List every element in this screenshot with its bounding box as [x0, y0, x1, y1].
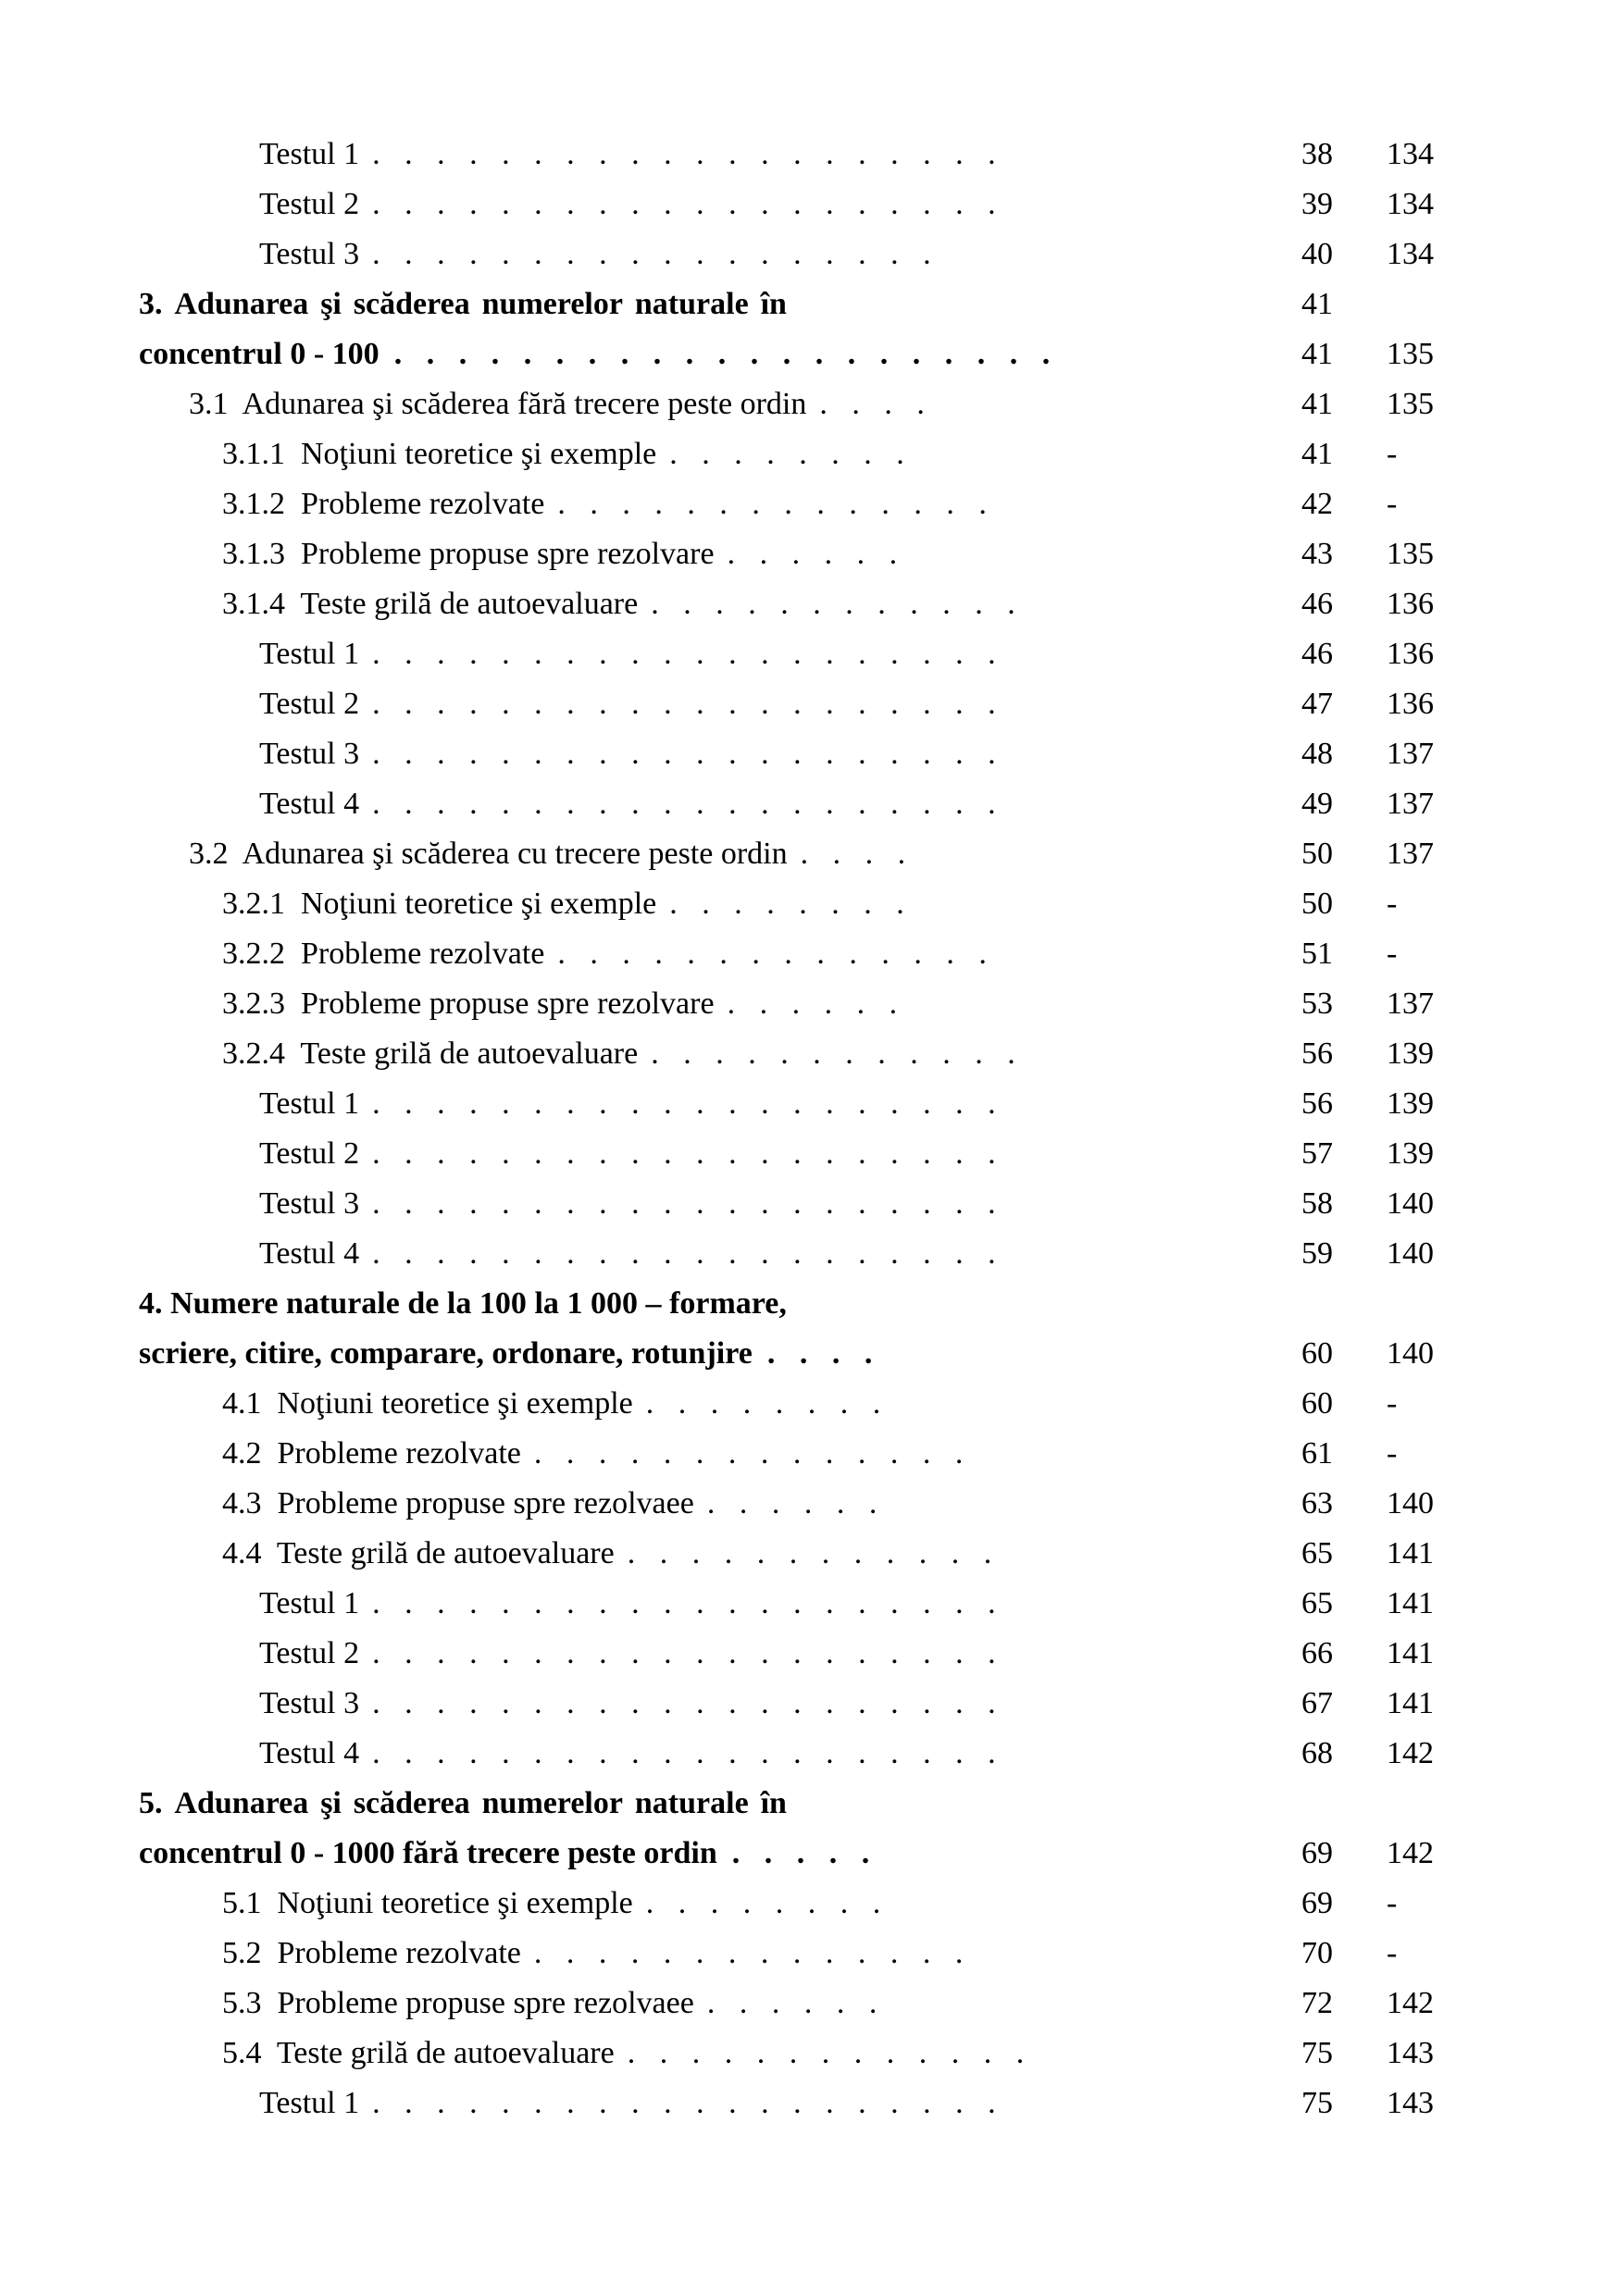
toc-row	[139, 1229, 1479, 1279]
toc-heading[interactable]	[139, 1279, 1277, 1329]
toc-page-number-secondary: 141	[1387, 1536, 1434, 1570]
toc-page-number-secondary: 134	[1387, 187, 1434, 221]
toc-page-number-primary: 46	[1301, 587, 1333, 621]
toc-page-number-secondary: 140	[1387, 1186, 1434, 1221]
toc-row	[139, 1429, 1479, 1479]
toc-heading-word: la	[534, 1286, 559, 1321]
toc-entry-label: 3.2 Adunarea şi scăderea cu trecere peste ordin	[189, 837, 788, 871]
toc-entry[interactable]	[139, 1579, 1277, 1629]
toc-leader-dots: . . . . . . . . . . . . . . . . . . . .	[372, 187, 1004, 221]
toc-entry-label: 4.4 Teste grilă de autoevaluare	[222, 1536, 615, 1570]
toc-heading-word: 100	[479, 1286, 527, 1321]
toc-entry[interactable]	[139, 180, 1277, 230]
toc-heading-word: numerelor	[481, 287, 623, 321]
toc-page-number-primary: 63	[1301, 1486, 1333, 1520]
toc-row	[139, 679, 1479, 729]
toc-page-number-primary: 38	[1301, 137, 1333, 171]
toc-page-number-secondary: 140	[1387, 1336, 1434, 1371]
toc-page-number-primary: 65	[1301, 1536, 1333, 1570]
toc-row	[139, 1879, 1479, 1929]
toc-leader-dots: . . . . . . . .	[669, 437, 913, 471]
toc-leader-dots: . . . .	[766, 1336, 881, 1371]
toc-page-number-primary: 67	[1301, 1686, 1333, 1720]
toc-entry-label: Testul 4	[259, 1736, 360, 1770]
toc-heading-row-cont	[139, 1329, 1479, 1379]
toc-leader-dots: . . . . . . . . . . . . . . . . . . . .	[372, 1086, 1004, 1121]
table-of-contents	[139, 130, 1479, 2128]
toc-page-number-secondary: 137	[1387, 837, 1434, 871]
toc-heading-word: numerelor	[481, 1786, 623, 1820]
toc-leader-dots: . . . . . . . . . . . . . . . . . . . .	[372, 1686, 1004, 1720]
toc-entry[interactable]	[139, 1479, 1277, 1529]
toc-entry-label: Testul 1	[259, 2086, 360, 2120]
toc-entry-label: Testul 2	[259, 187, 360, 221]
toc-page-number-primary: 57	[1301, 1136, 1333, 1171]
toc-row	[139, 829, 1479, 879]
toc-entry[interactable]	[139, 130, 1277, 180]
toc-heading-number: 5.	[139, 1786, 163, 1820]
toc-row	[139, 1979, 1479, 2029]
toc-heading-word: Adunarea	[174, 1786, 309, 1820]
toc-entry[interactable]	[139, 729, 1277, 779]
toc-page-number-secondary: 136	[1387, 637, 1434, 671]
toc-page-number-secondary: 139	[1387, 1036, 1434, 1071]
toc-row	[139, 1679, 1479, 1729]
toc-row	[139, 1079, 1479, 1129]
toc-leader-dots: . . . . . . . . . . . . . . . . . . . .	[372, 787, 1004, 821]
toc-page-number-primary	[1277, 1279, 1387, 1329]
toc-leader-dots: . . . . . . . . . . . . . .	[533, 1936, 972, 1970]
toc-page-number-secondary: -	[1387, 1436, 1398, 1471]
toc-page-number-primary: 50	[1301, 887, 1333, 921]
toc-row	[139, 779, 1479, 829]
toc-heading-row	[139, 1779, 1479, 1829]
toc-heading-word: naturale	[286, 1286, 400, 1321]
toc-page-number-secondary: 142	[1387, 1986, 1434, 2020]
toc-page-number-secondary: 137	[1387, 987, 1434, 1021]
toc-entry-label: Testul 1	[259, 637, 360, 671]
toc-leader-dots: . . . . . . . . . . . . . . . . . . . .	[372, 137, 1004, 171]
toc-page-number-secondary: -	[1387, 1386, 1398, 1421]
toc-row	[139, 1179, 1479, 1229]
toc-page-number-secondary: 143	[1387, 2036, 1434, 2070]
toc-entry[interactable]	[139, 1179, 1277, 1229]
toc-row	[139, 729, 1479, 779]
toc-entry-label: 3.1.4 Teste grilă de autoevaluare	[222, 587, 639, 621]
toc-leader-dots: . . . . . . . . . . . .	[651, 1036, 1024, 1071]
toc-entry-label: Testul 2	[259, 1136, 360, 1171]
toc-row	[139, 1029, 1479, 1079]
toc-page-number-primary: 42	[1301, 487, 1333, 521]
toc-page-number-secondary: -	[1387, 887, 1398, 921]
toc-heading-number: 3.	[139, 287, 163, 321]
toc-page-number-primary: 68	[1301, 1736, 1333, 1770]
toc-page-number-secondary: 142	[1387, 1836, 1434, 1870]
toc-page-number-primary: 47	[1301, 687, 1333, 721]
toc-entry-label: 3.2.1 Noţiuni teoretice şi exemple	[222, 887, 657, 921]
toc-entry-label: Testul 2	[259, 1636, 360, 1670]
toc-entry[interactable]	[139, 1229, 1277, 1279]
toc-page-number-primary: 60	[1301, 1386, 1333, 1421]
toc-page-number-primary: 39	[1301, 187, 1333, 221]
toc-heading-continuation[interactable]	[139, 1329, 1277, 1379]
toc-entry-label: 5.2 Probleme rezolvate	[222, 1936, 521, 1970]
toc-entry[interactable]	[139, 529, 1277, 579]
toc-entry[interactable]	[139, 679, 1277, 729]
toc-leader-dots: . . . . . .	[727, 987, 906, 1021]
toc-leader-dots: . . . .	[800, 837, 915, 871]
toc-leader-dots: . . . . . . . . . . . . . . . . . . . .	[372, 687, 1004, 721]
toc-entry-label: Testul 4	[259, 787, 360, 821]
toc-heading-row	[139, 279, 1479, 329]
toc-entry-label: 3.1.1 Noţiuni teoretice şi exemple	[222, 437, 657, 471]
toc-leader-dots: . . . . . . . .	[645, 1886, 890, 1920]
toc-leader-dots: . . . . . .	[706, 1986, 886, 2020]
toc-entry[interactable]	[139, 1379, 1277, 1429]
toc-leader-dots: . . . . . . . . . . . . . .	[557, 937, 995, 971]
toc-leader-dots: . . . . . . . . . . . . . . . . . .	[372, 237, 940, 271]
toc-page-number-primary: 58	[1301, 1186, 1333, 1221]
toc-page-number-secondary: -	[1387, 437, 1398, 471]
toc-entry[interactable]	[139, 779, 1277, 829]
toc-entry[interactable]	[139, 1029, 1277, 1079]
toc-page-number-secondary: -	[1387, 937, 1398, 971]
toc-row	[139, 2079, 1479, 2128]
toc-page-number-primary: 48	[1301, 737, 1333, 771]
toc-row	[139, 629, 1479, 679]
toc-row	[139, 230, 1479, 279]
toc-heading-label: concentrul 0 - 100	[139, 337, 380, 371]
toc-row	[139, 1629, 1479, 1679]
toc-entry-label: 3.2.2 Probleme rezolvate	[222, 937, 545, 971]
toc-entry-label: Testul 1	[259, 1086, 360, 1121]
toc-entry-label: 3.1.2 Probleme rezolvate	[222, 487, 545, 521]
toc-entry[interactable]	[139, 629, 1277, 679]
toc-page-number-secondary: 136	[1387, 587, 1434, 621]
toc-heading-word: –	[645, 1286, 662, 1321]
toc-page-number-primary: 49	[1301, 787, 1333, 821]
toc-leader-dots: . . . . . .	[706, 1486, 886, 1520]
toc-page-number-secondary: 139	[1387, 1136, 1434, 1171]
toc-entry-label: Testul 3	[259, 237, 360, 271]
toc-row	[139, 929, 1479, 979]
toc-entry-label: 4.2 Probleme rezolvate	[222, 1436, 521, 1471]
toc-entry[interactable]	[139, 929, 1277, 979]
toc-entry[interactable]	[139, 1929, 1277, 1979]
toc-page-number-secondary: 134	[1387, 137, 1434, 171]
toc-row	[139, 1579, 1479, 1629]
toc-entry-label: Testul 3	[259, 1686, 360, 1720]
toc-page-number-secondary: -	[1387, 1936, 1398, 1970]
toc-heading-word: naturale	[634, 287, 749, 321]
toc-page-number-primary: 65	[1301, 1586, 1333, 1620]
toc-entry[interactable]	[139, 579, 1277, 629]
toc-heading-word: în	[760, 287, 787, 321]
toc-leader-dots: . . . . . . . .	[645, 1386, 890, 1421]
toc-heading-number: 4.	[139, 1286, 163, 1321]
toc-page-number-primary	[1277, 1779, 1387, 1829]
toc-entry-label: Testul 3	[259, 737, 360, 771]
toc-entry[interactable]	[139, 1979, 1277, 2029]
toc-entry-label: Testul 1	[259, 1586, 360, 1620]
toc-row	[139, 479, 1479, 529]
toc-page-number-secondary	[1387, 279, 1479, 329]
toc-row	[139, 529, 1479, 579]
toc-page-number-primary: 41	[1301, 387, 1333, 421]
toc-heading[interactable]	[139, 279, 1277, 329]
toc-entry[interactable]	[139, 1529, 1277, 1579]
toc-leader-dots: . . . . . . . . . . . . . . . . . . . .	[372, 737, 1004, 771]
toc-page-number-primary: 69	[1301, 1836, 1333, 1870]
toc-heading-word: la	[446, 1286, 472, 1321]
toc-row	[139, 1929, 1479, 1979]
toc-entry[interactable]	[139, 429, 1277, 479]
toc-heading-word: şi	[320, 1786, 342, 1820]
toc-heading-continuation[interactable]	[139, 1829, 1277, 1879]
toc-leader-dots: . . . . . . . . . . . . . . . . . . . .	[372, 1586, 1004, 1620]
toc-entry[interactable]	[139, 829, 1277, 879]
toc-page-number-primary: 56	[1301, 1036, 1333, 1071]
toc-entry-label: Testul 4	[259, 1236, 360, 1271]
toc-leader-dots: . . . . . . . . . . . .	[627, 1536, 1001, 1570]
toc-entry-label: Testul 3	[259, 1186, 360, 1221]
toc-entry-label: 3.1.3 Probleme propuse spre rezolvare	[222, 537, 715, 571]
toc-entry[interactable]	[139, 1729, 1277, 1779]
toc-row	[139, 879, 1479, 929]
toc-page-number-primary: 75	[1301, 2036, 1333, 2070]
toc-entry[interactable]	[139, 1079, 1277, 1129]
toc-page-number-secondary: 139	[1387, 1086, 1434, 1121]
toc-page-number-primary: 66	[1301, 1636, 1333, 1670]
toc-heading-word: scăderea	[353, 1786, 470, 1820]
toc-page-number-secondary: 137	[1387, 737, 1434, 771]
toc-leader-dots: . . . . . . . . . . . . . . . . . . . .	[372, 1636, 1004, 1670]
toc-entry-label: 5.3 Probleme propuse spre rezolvaee	[222, 1986, 694, 2020]
toc-heading-label: scriere, citire, comparare, ordonare, rotunjire	[139, 1336, 753, 1371]
toc-page-number-secondary: 135	[1387, 337, 1434, 371]
toc-entry-label: 3.2.4 Teste grilă de autoevaluare	[222, 1036, 639, 1071]
toc-entry-label: 3.2.3 Probleme propuse spre rezolvare	[222, 987, 715, 1021]
toc-entry[interactable]	[139, 230, 1277, 279]
toc-leader-dots: . . . . . . . . . . . . . .	[557, 487, 995, 521]
toc-page-number-primary: 61	[1301, 1436, 1333, 1471]
toc-page-number-secondary: -	[1387, 487, 1398, 521]
toc-entry-label: 5.1 Noţiuni teoretice şi exemple	[222, 1886, 633, 1920]
toc-page-number-primary: 41	[1301, 337, 1333, 371]
toc-heading-continuation[interactable]	[139, 329, 1277, 379]
toc-leader-dots: . . . . . . . . . . . . . . . . . . . .	[372, 1736, 1004, 1770]
toc-entry[interactable]	[139, 1629, 1277, 1679]
toc-leader-dots: . . . . . . . . . . . .	[651, 587, 1024, 621]
toc-page-number-secondary: 141	[1387, 1586, 1434, 1620]
toc-heading-word: în	[760, 1786, 787, 1820]
toc-heading-word: naturale	[634, 1786, 749, 1820]
toc-page-number-primary: 46	[1301, 637, 1333, 671]
toc-heading-word: formare,	[669, 1286, 787, 1321]
toc-entry-label: 4.3 Probleme propuse spre rezolvaee	[222, 1486, 694, 1520]
toc-row	[139, 1379, 1479, 1429]
toc-leader-dots: . . . . . . . . . . . . . . . . . . . .	[372, 2086, 1004, 2120]
toc-heading-word: şi	[320, 287, 342, 321]
toc-page-number-secondary: 142	[1387, 1736, 1434, 1770]
toc-page-number-secondary: 140	[1387, 1486, 1434, 1520]
toc-page-number-secondary: 141	[1387, 1686, 1434, 1720]
toc-page-number-secondary: 136	[1387, 687, 1434, 721]
toc-entry-label: 4.1 Noţiuni teoretice şi exemple	[222, 1386, 633, 1421]
toc-leader-dots: . . . . . . . . . . . . . .	[533, 1436, 972, 1471]
toc-leader-dots: . . . .	[819, 387, 933, 421]
toc-page-number-secondary	[1387, 1779, 1479, 1829]
toc-heading-row	[139, 1279, 1479, 1329]
toc-entry[interactable]	[139, 979, 1277, 1029]
toc-page-number-primary: 40	[1301, 237, 1333, 271]
toc-leader-dots: . . . . . . . . . . . . . . . . . . . .	[372, 637, 1004, 671]
toc-page-number-primary: 69	[1301, 1886, 1333, 1920]
toc-page-number-secondary: 137	[1387, 787, 1434, 821]
toc-row	[139, 979, 1479, 1029]
toc-page-number-secondary: 143	[1387, 2086, 1434, 2120]
toc-leader-dots: . . . . . . . . . . . . . . . . . . . .	[372, 1236, 1004, 1271]
toc-entry[interactable]	[139, 479, 1277, 529]
toc-heading-row-cont	[139, 329, 1479, 379]
toc-page-number-primary: 43	[1301, 537, 1333, 571]
toc-page-number-secondary: 140	[1387, 1236, 1434, 1271]
toc-page-number-primary: 60	[1301, 1336, 1333, 1371]
toc-heading-row-cont	[139, 1829, 1479, 1879]
toc-leader-dots: . . . . . . . . . . . . . . . . . . . . .	[393, 337, 1059, 371]
toc-row	[139, 130, 1479, 180]
toc-entry-label: Testul 2	[259, 687, 360, 721]
toc-row	[139, 1479, 1479, 1529]
toc-page-number-secondary: 134	[1387, 237, 1434, 271]
toc-row	[139, 1529, 1479, 1579]
toc-row	[139, 1129, 1479, 1179]
toc-entry[interactable]	[139, 2079, 1277, 2128]
toc-leader-dots: . . . . . . . . . . . . . . . . . . . .	[372, 1136, 1004, 1171]
toc-page-number-primary: 75	[1301, 2086, 1333, 2120]
toc-leader-dots: . . . . . .	[727, 537, 906, 571]
toc-page-number-primary: 50	[1301, 837, 1333, 871]
toc-entry[interactable]	[139, 379, 1277, 429]
toc-page-number-primary: 51	[1301, 937, 1333, 971]
toc-page-number-secondary	[1387, 1279, 1479, 1329]
toc-heading-word: Numere	[170, 1286, 279, 1321]
toc-entry[interactable]	[139, 1879, 1277, 1929]
toc-page-number-primary: 56	[1301, 1086, 1333, 1121]
toc-leader-dots: . . . . . . . . . . . . . . . . . . . .	[372, 1186, 1004, 1221]
toc-heading[interactable]	[139, 1779, 1277, 1829]
toc-heading-word: scăderea	[353, 287, 470, 321]
toc-page-number-primary: 53	[1301, 987, 1333, 1021]
toc-leader-dots: . . . . . . . .	[669, 887, 913, 921]
toc-entry-label: 3.1 Adunarea şi scăderea fără trecere peste ordin	[189, 387, 807, 421]
toc-page-number-primary: 41	[1301, 287, 1333, 321]
toc-row	[139, 1729, 1479, 1779]
toc-heading-word: de	[407, 1286, 440, 1321]
toc-row	[139, 379, 1479, 429]
toc-entry[interactable]	[139, 1429, 1277, 1479]
toc-page-number-primary: 70	[1301, 1936, 1333, 1970]
toc-entry[interactable]	[139, 2029, 1277, 2079]
toc-row	[139, 579, 1479, 629]
toc-page-number-primary: 72	[1301, 1986, 1333, 2020]
toc-entry[interactable]	[139, 1679, 1277, 1729]
toc-row	[139, 180, 1479, 230]
toc-entry-label: 5.4 Teste grilă de autoevaluare	[222, 2036, 615, 2070]
toc-heading-word: Adunarea	[174, 287, 309, 321]
toc-page-number-secondary: 141	[1387, 1636, 1434, 1670]
toc-page-number-secondary: -	[1387, 1886, 1398, 1920]
toc-row	[139, 2029, 1479, 2079]
toc-leader-dots: . . . . . . . . . . . . .	[627, 2036, 1033, 2070]
toc-row	[139, 429, 1479, 479]
toc-page-number-secondary: 135	[1387, 537, 1434, 571]
toc-heading-label: concentrul 0 - 1000 fără trecere peste ordin	[139, 1836, 717, 1870]
toc-page-number-secondary: 135	[1387, 387, 1434, 421]
toc-entry[interactable]	[139, 1129, 1277, 1179]
toc-leader-dots: . . . . .	[731, 1836, 878, 1870]
toc-heading-word: 1 000	[566, 1286, 638, 1321]
toc-entry-label: Testul 1	[259, 137, 360, 171]
toc-entry[interactable]	[139, 879, 1277, 929]
toc-page-number-primary: 41	[1301, 437, 1333, 471]
toc-page-number-primary: 59	[1301, 1236, 1333, 1271]
